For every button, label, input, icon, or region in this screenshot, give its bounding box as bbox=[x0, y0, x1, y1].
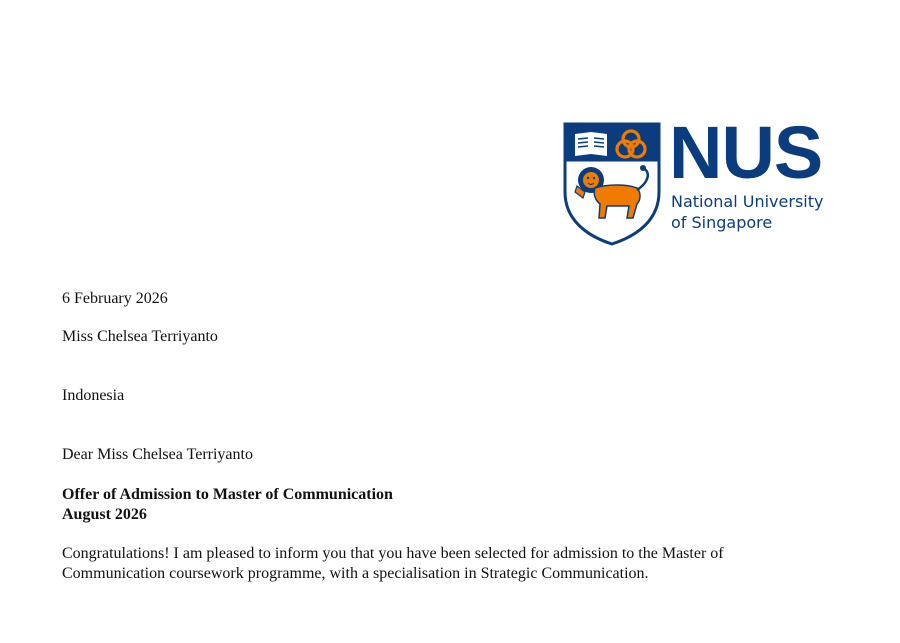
intake-line: August 2026 bbox=[62, 506, 147, 523]
body-line-2: Communication coursework programme, with a specialisation in Strategic Communication. bbox=[62, 565, 649, 582]
university-name bbox=[671, 191, 823, 233]
subject-line: Offer of Admission to Master of Communication bbox=[62, 486, 393, 503]
letter-body bbox=[62, 544, 842, 584]
salutation: Dear Miss Chelsea Terriyanto bbox=[62, 446, 253, 463]
recipient-name: Miss Chelsea Terriyanto bbox=[62, 328, 218, 345]
letter-date: 6 February 2026 bbox=[62, 290, 168, 307]
body-line-1: Congratulations! I am pleased to inform you that you have been selected for admission to the Master of bbox=[62, 545, 724, 562]
book-icon bbox=[575, 132, 607, 156]
nus-wordmark: NUS bbox=[669, 111, 823, 194]
nus-logo bbox=[563, 111, 838, 247]
nus-crest-icon bbox=[563, 122, 661, 246]
recipient-country: Indonesia bbox=[62, 387, 125, 404]
university-name-line2: of Singapore bbox=[671, 213, 773, 232]
university-name-line1: National University bbox=[671, 192, 824, 211]
